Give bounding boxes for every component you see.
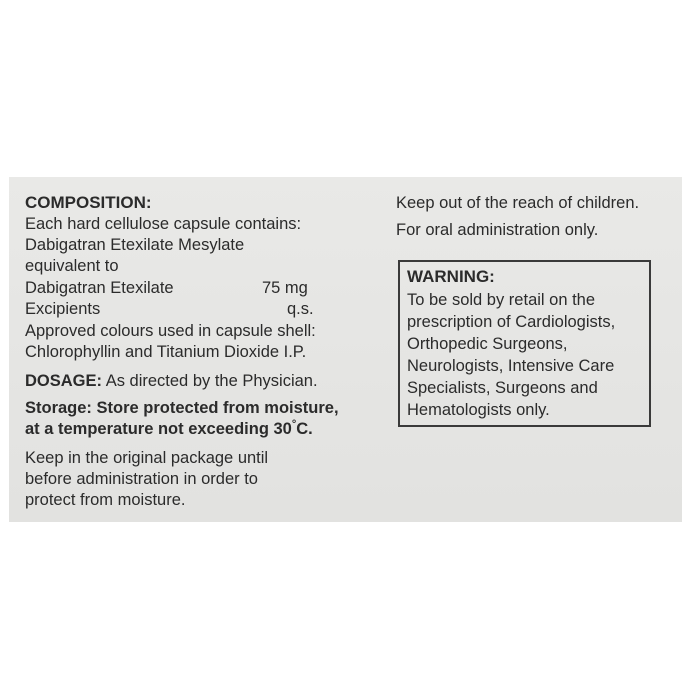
warning-line-2: prescription of Cardiologists,	[407, 313, 616, 331]
ingredient-amount: 75 mg	[262, 279, 308, 297]
excipients-amount: q.s.	[287, 300, 314, 318]
oral-administration-note: For oral administration only.	[396, 221, 599, 239]
storage-line-1: Storage: Store protected from moisture,	[25, 399, 339, 417]
composition-line-equivalent: equivalent to	[25, 257, 119, 275]
colours-line-1: Approved colours used in capsule shell:	[25, 322, 316, 340]
warning-line-6: Hematologists only.	[407, 401, 550, 419]
package-note-line-1: Keep in the original package until	[25, 449, 269, 467]
composition-heading: COMPOSITION:	[25, 193, 152, 212]
composition-line-mesylate: Dabigatran Etexilate Mesylate	[25, 236, 245, 254]
dosage-label: DOSAGE:	[25, 372, 103, 390]
package-note-line-3: protect from moisture.	[25, 491, 186, 509]
composition-line-capsule: Each hard cellulose capsule contains:	[25, 215, 302, 233]
dosage-line	[25, 371, 318, 391]
label-panel	[9, 177, 682, 522]
warning-box	[398, 260, 651, 427]
ingredient-name: Dabigatran Etexilate	[25, 279, 174, 297]
warning-line-5: Specialists, Surgeons and	[407, 379, 598, 397]
dosage-text: As directed by the Physician.	[102, 372, 318, 390]
children-warning: Keep out of the reach of children.	[396, 194, 640, 212]
degree-symbol: °	[291, 418, 297, 431]
storage-line-2	[25, 419, 313, 439]
storage-line-2-text: at a temperature not exceeding 30	[25, 420, 292, 438]
warning-line-4: Neurologists, Intensive Care	[407, 357, 615, 375]
warning-heading: WARNING:	[407, 267, 495, 286]
colours-line-2: Chlorophyllin and Titanium Dioxide I.P.	[25, 343, 307, 361]
warning-line-1: To be sold by retail on the	[407, 291, 596, 309]
storage-line-2-suffix: C.	[296, 420, 313, 438]
excipients-label: Excipients	[25, 300, 101, 318]
warning-line-3: Orthopedic Surgeons,	[407, 335, 568, 353]
package-note-line-2: before administration in order to	[25, 470, 258, 488]
